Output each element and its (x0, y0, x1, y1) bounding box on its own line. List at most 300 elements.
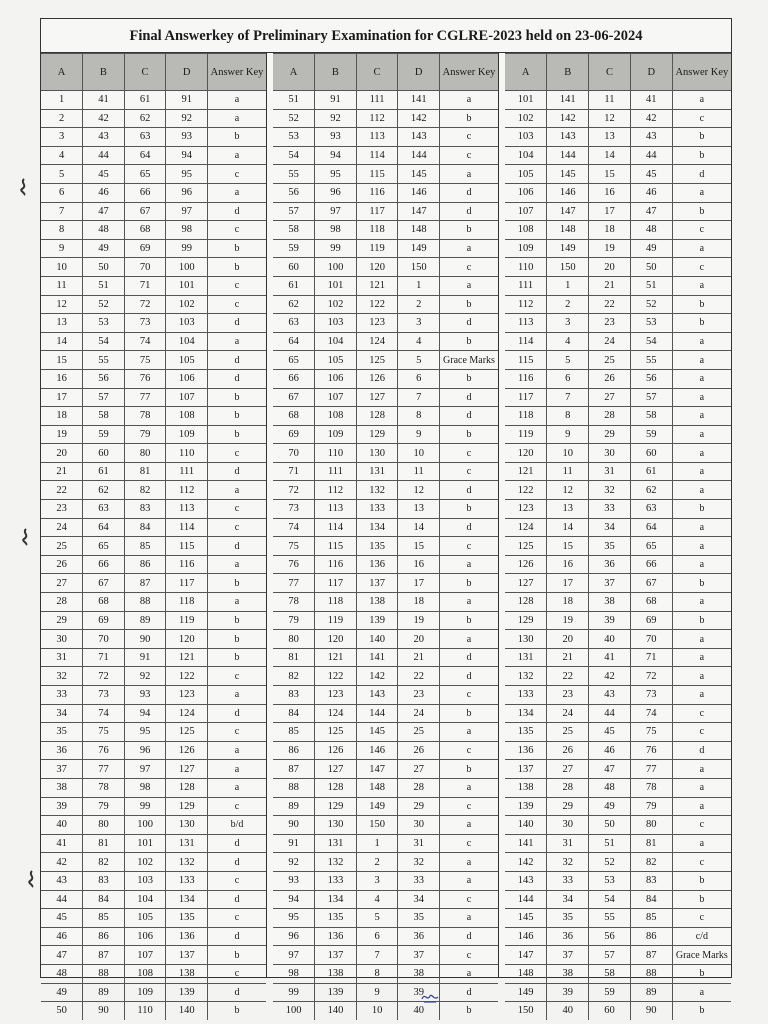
answer-cell: c (208, 797, 267, 816)
question-number-cell: 77 (124, 388, 166, 407)
question-number-cell: 49 (589, 797, 631, 816)
question-number-cell: 110 (166, 444, 208, 463)
question-number-cell: 96 (124, 741, 166, 760)
question-number-cell: 37 (547, 946, 589, 965)
table-row (273, 295, 498, 314)
question-number-cell: 31 (589, 462, 631, 481)
question-number-cell: 142 (398, 109, 440, 128)
question-number-cell: 73 (83, 686, 125, 705)
question-number-cell: 23 (398, 686, 440, 705)
page-title: Final Answerkey of Preliminary Examination for CGLRE-2023 held on 23-06-2024 (41, 19, 731, 53)
answer-cell: d (208, 704, 267, 723)
question-number-cell: 43 (589, 686, 631, 705)
question-number-cell: 79 (273, 611, 315, 630)
answer-cell: a (672, 760, 731, 779)
question-number-cell: 13 (398, 500, 440, 519)
answer-cell: b (440, 295, 499, 314)
question-number-cell: 129 (315, 797, 357, 816)
question-number-cell: 56 (83, 369, 125, 388)
question-number-cell: 106 (505, 183, 547, 202)
question-number-cell: 86 (124, 555, 166, 574)
question-number-cell: 78 (630, 778, 672, 797)
question-number-cell: 3 (356, 871, 398, 890)
question-number-cell: 96 (315, 183, 357, 202)
question-number-cell: 55 (83, 351, 125, 370)
question-number-cell: 14 (589, 146, 631, 165)
table-row (41, 686, 266, 705)
question-number-cell: 48 (41, 964, 83, 983)
table-row (41, 314, 266, 333)
answer-cell: a (208, 332, 267, 351)
question-number-cell: 86 (273, 741, 315, 760)
question-number-cell: 84 (630, 890, 672, 909)
question-number-cell: 81 (83, 834, 125, 853)
table-row (505, 1002, 731, 1020)
question-number-cell: 24 (547, 704, 589, 723)
question-number-cell: 22 (589, 295, 631, 314)
question-number-cell: 58 (273, 221, 315, 240)
table-row (41, 276, 266, 295)
table-row (41, 165, 266, 184)
question-number-cell: 101 (166, 276, 208, 295)
answer-cell: a (440, 91, 499, 110)
answer-cell: a (672, 593, 731, 612)
question-number-cell: 93 (273, 871, 315, 890)
question-number-cell: 146 (505, 927, 547, 946)
question-number-cell: 101 (315, 276, 357, 295)
question-number-cell: 87 (273, 760, 315, 779)
question-number-cell: 59 (630, 425, 672, 444)
question-number-cell: 27 (41, 574, 83, 593)
table-row (41, 778, 266, 797)
question-number-cell: 31 (41, 648, 83, 667)
question-number-cell: 143 (398, 128, 440, 147)
table-row (273, 165, 498, 184)
question-number-cell: 134 (315, 890, 357, 909)
question-number-cell: 87 (124, 574, 166, 593)
question-number-cell: 113 (505, 314, 547, 333)
question-number-cell: 128 (315, 778, 357, 797)
answer-cell: b (208, 630, 267, 649)
question-number-cell: 114 (505, 332, 547, 351)
question-number-cell: 144 (398, 146, 440, 165)
question-number-cell: 35 (398, 909, 440, 928)
question-number-cell: 150 (547, 258, 589, 277)
table-row (41, 797, 266, 816)
answer-cell: a (672, 388, 731, 407)
answer-key-header: Answer Key (440, 54, 499, 91)
question-number-cell: 26 (547, 741, 589, 760)
question-number-cell: 22 (398, 667, 440, 686)
table-row (41, 425, 266, 444)
table-row (273, 314, 498, 333)
question-number-cell: 62 (273, 295, 315, 314)
question-number-cell: 61 (83, 462, 125, 481)
answer-cell: b (672, 964, 731, 983)
set-header: C (356, 54, 398, 91)
question-number-cell: 146 (398, 183, 440, 202)
question-number-cell: 98 (315, 221, 357, 240)
question-number-cell: 106 (124, 927, 166, 946)
question-number-cell: 6 (356, 927, 398, 946)
answer-cell: a (208, 741, 267, 760)
question-number-cell: 94 (124, 704, 166, 723)
answer-block-1 (41, 53, 267, 1017)
question-number-cell: 65 (83, 537, 125, 556)
question-number-cell: 118 (356, 221, 398, 240)
question-number-cell: 43 (41, 871, 83, 890)
question-number-cell: 23 (41, 500, 83, 519)
question-number-cell: 51 (589, 834, 631, 853)
answer-cell: a (440, 871, 499, 890)
question-number-cell: 23 (547, 686, 589, 705)
table-row (273, 741, 498, 760)
table-row (41, 741, 266, 760)
answer-cell: a (672, 630, 731, 649)
table-row (41, 146, 266, 165)
question-number-cell: 122 (315, 667, 357, 686)
answer-cell: b (208, 258, 267, 277)
question-number-cell: 105 (505, 165, 547, 184)
question-number-cell: 83 (273, 686, 315, 705)
question-number-cell: 141 (505, 834, 547, 853)
question-number-cell: 52 (83, 295, 125, 314)
question-number-cell: 117 (505, 388, 547, 407)
question-number-cell: 57 (273, 202, 315, 221)
table-row (273, 500, 498, 519)
question-number-cell: 72 (630, 667, 672, 686)
question-number-cell: 81 (630, 834, 672, 853)
question-number-cell: 118 (505, 407, 547, 426)
question-number-cell: 19 (41, 425, 83, 444)
answer-cell: a (208, 183, 267, 202)
answer-cell: d (440, 648, 499, 667)
question-number-cell: 75 (83, 723, 125, 742)
question-number-cell: 132 (356, 481, 398, 500)
table-row (273, 983, 498, 1002)
question-number-cell: 102 (166, 295, 208, 314)
question-number-cell: 5 (41, 165, 83, 184)
answer-cell: a (672, 276, 731, 295)
question-number-cell: 11 (589, 91, 631, 110)
table-row (41, 444, 266, 463)
answer-cell: a (672, 462, 731, 481)
table-row (505, 91, 731, 110)
table-row (505, 946, 731, 965)
question-number-cell: 35 (589, 537, 631, 556)
table-row (41, 630, 266, 649)
question-number-cell: 43 (83, 128, 125, 147)
table-row (505, 109, 731, 128)
question-number-cell: 47 (83, 202, 125, 221)
question-number-cell: 12 (547, 481, 589, 500)
question-number-cell: 52 (630, 295, 672, 314)
question-number-cell: 31 (547, 834, 589, 853)
question-number-cell: 127 (505, 574, 547, 593)
question-number-cell: 44 (589, 704, 631, 723)
question-number-cell: 123 (166, 686, 208, 705)
table-header-row (41, 54, 266, 91)
table-row (273, 1002, 498, 1020)
question-number-cell: 123 (505, 500, 547, 519)
question-number-cell: 135 (356, 537, 398, 556)
question-number-cell: 79 (124, 425, 166, 444)
answer-cell: d (208, 890, 267, 909)
question-number-cell: 42 (41, 853, 83, 872)
question-number-cell: 149 (547, 239, 589, 258)
question-number-cell: 45 (83, 165, 125, 184)
question-number-cell: 120 (315, 630, 357, 649)
question-number-cell: 97 (273, 946, 315, 965)
question-number-cell: 127 (356, 388, 398, 407)
question-number-cell: 115 (315, 537, 357, 556)
set-header: B (547, 54, 589, 91)
answer-cell: a (440, 555, 499, 574)
question-number-cell: 31 (398, 834, 440, 853)
question-number-cell: 140 (356, 630, 398, 649)
question-number-cell: 141 (356, 648, 398, 667)
question-number-cell: 114 (166, 518, 208, 537)
question-number-cell: 74 (83, 704, 125, 723)
answer-cell: a (440, 909, 499, 928)
question-number-cell: 73 (273, 500, 315, 519)
answer-cell: c (672, 221, 731, 240)
table-row (273, 611, 498, 630)
question-number-cell: 99 (124, 797, 166, 816)
question-number-cell: 36 (398, 927, 440, 946)
question-number-cell: 32 (547, 853, 589, 872)
answer-cell: a (672, 91, 731, 110)
question-number-cell: 149 (398, 239, 440, 258)
question-number-cell: 26 (41, 555, 83, 574)
answer-cell: d (440, 983, 499, 1002)
question-number-cell: 80 (124, 444, 166, 463)
question-number-cell: 132 (166, 853, 208, 872)
question-number-cell: 89 (273, 797, 315, 816)
question-number-cell: 9 (547, 425, 589, 444)
question-number-cell: 93 (315, 128, 357, 147)
question-number-cell: 17 (589, 202, 631, 221)
answer-cell: b (672, 314, 731, 333)
question-number-cell: 14 (547, 518, 589, 537)
question-number-cell: 141 (398, 91, 440, 110)
answer-cell: b (208, 946, 267, 965)
question-number-cell: 88 (273, 778, 315, 797)
answer-cell: b (208, 574, 267, 593)
table-row (505, 648, 731, 667)
question-number-cell: 96 (166, 183, 208, 202)
answer-cell: a (672, 667, 731, 686)
answer-cell: a (208, 778, 267, 797)
question-number-cell: 108 (505, 221, 547, 240)
answer-cell: d (440, 183, 499, 202)
question-number-cell: 71 (630, 648, 672, 667)
question-number-cell: 33 (547, 871, 589, 890)
question-number-cell: 69 (124, 239, 166, 258)
answer-key-header: Answer Key (208, 54, 267, 91)
question-number-cell: 38 (589, 593, 631, 612)
question-number-cell: 11 (41, 276, 83, 295)
table-row (41, 239, 266, 258)
set-header: B (83, 54, 125, 91)
table-row (41, 388, 266, 407)
answer-cell: b (208, 425, 267, 444)
question-number-cell: 1 (547, 276, 589, 295)
answer-cell: c (208, 964, 267, 983)
question-number-cell: 130 (505, 630, 547, 649)
question-number-cell: 132 (315, 853, 357, 872)
question-number-cell: 95 (273, 909, 315, 928)
table-row (273, 146, 498, 165)
question-number-cell: 13 (547, 500, 589, 519)
table-row (505, 760, 731, 779)
table-row (41, 648, 266, 667)
answer-key-sheet (40, 18, 732, 1017)
question-number-cell: 147 (505, 946, 547, 965)
question-number-cell: 10 (356, 1002, 398, 1020)
answer-cell: c (440, 741, 499, 760)
question-number-cell: 126 (505, 555, 547, 574)
question-number-cell: 19 (398, 611, 440, 630)
question-number-cell: 10 (547, 444, 589, 463)
answer-cell: b (440, 760, 499, 779)
answer-cell: a (208, 481, 267, 500)
question-number-cell: 51 (83, 276, 125, 295)
table-row (505, 332, 731, 351)
question-number-cell: 46 (83, 183, 125, 202)
table-row (41, 909, 266, 928)
question-number-cell: 130 (356, 444, 398, 463)
table-row (505, 778, 731, 797)
answer-cell: a (672, 834, 731, 853)
table-row (273, 462, 498, 481)
question-number-cell: 131 (315, 834, 357, 853)
table-row (41, 853, 266, 872)
question-number-cell: 74 (273, 518, 315, 537)
answer-cell: b (208, 239, 267, 258)
question-number-cell: 124 (166, 704, 208, 723)
question-number-cell: 140 (166, 1002, 208, 1020)
table-row (505, 797, 731, 816)
table-row (41, 760, 266, 779)
answer-cell: c/d (672, 927, 731, 946)
table-row (505, 704, 731, 723)
question-number-cell: 12 (398, 481, 440, 500)
answer-cell: d (440, 667, 499, 686)
table-row (505, 221, 731, 240)
answer-cell: b (672, 146, 731, 165)
question-number-cell: 9 (356, 983, 398, 1002)
table-row (505, 239, 731, 258)
question-number-cell: 35 (547, 909, 589, 928)
question-number-cell: 56 (630, 369, 672, 388)
table-row (273, 593, 498, 612)
table-row (41, 574, 266, 593)
question-number-cell: 132 (505, 667, 547, 686)
answer-cell: a (440, 723, 499, 742)
answer-key-table (41, 53, 266, 1020)
question-number-cell: 98 (166, 221, 208, 240)
answer-cell: a (440, 853, 499, 872)
question-number-cell: 41 (589, 648, 631, 667)
table-row (273, 202, 498, 221)
question-number-cell: 113 (356, 128, 398, 147)
table-row (505, 481, 731, 500)
question-number-cell: 6 (41, 183, 83, 202)
question-number-cell: 78 (83, 778, 125, 797)
question-number-cell: 28 (547, 778, 589, 797)
question-number-cell: 34 (589, 518, 631, 537)
question-number-cell: 124 (505, 518, 547, 537)
table-row (41, 91, 266, 110)
question-number-cell: 107 (315, 388, 357, 407)
question-number-cell: 135 (505, 723, 547, 742)
question-number-cell: 23 (589, 314, 631, 333)
answer-cell: c (672, 816, 731, 835)
table-row (273, 351, 498, 370)
question-number-cell: 136 (315, 927, 357, 946)
question-number-cell: 57 (83, 388, 125, 407)
question-number-cell: 57 (589, 946, 631, 965)
question-number-cell: 107 (505, 202, 547, 221)
question-number-cell: 11 (398, 462, 440, 481)
table-row (505, 462, 731, 481)
question-number-cell: 133 (315, 871, 357, 890)
question-number-cell: 63 (124, 128, 166, 147)
question-number-cell: 3 (398, 314, 440, 333)
table-row (41, 258, 266, 277)
question-number-cell: 1 (41, 91, 83, 110)
answer-cell: b (672, 890, 731, 909)
question-number-cell: 54 (630, 332, 672, 351)
answer-cell: a (672, 351, 731, 370)
question-number-cell: 143 (547, 128, 589, 147)
question-number-cell: 18 (398, 593, 440, 612)
table-row (273, 537, 498, 556)
question-number-cell: 82 (124, 481, 166, 500)
answer-cell: d (440, 518, 499, 537)
answer-cell: a (672, 797, 731, 816)
answer-cell: c (208, 909, 267, 928)
question-number-cell: 134 (356, 518, 398, 537)
set-header: A (505, 54, 547, 91)
table-row (273, 258, 498, 277)
question-number-cell: 38 (398, 964, 440, 983)
question-number-cell: 29 (398, 797, 440, 816)
question-number-cell: 53 (83, 314, 125, 333)
answer-cell: c (440, 890, 499, 909)
answer-cell: b (672, 574, 731, 593)
answer-cell: b (672, 202, 731, 221)
question-number-cell: 48 (630, 221, 672, 240)
question-number-cell: 100 (124, 816, 166, 835)
table-row (41, 983, 266, 1002)
table-row (505, 723, 731, 742)
table-row (41, 500, 266, 519)
question-number-cell: 72 (83, 667, 125, 686)
question-number-cell: 85 (124, 537, 166, 556)
question-number-cell: 20 (398, 630, 440, 649)
question-number-cell: 80 (83, 816, 125, 835)
question-number-cell: 17 (547, 574, 589, 593)
question-number-cell: 16 (547, 555, 589, 574)
table-row (273, 388, 498, 407)
answer-cell: a (208, 686, 267, 705)
question-number-cell: 124 (356, 332, 398, 351)
answer-cell: a (440, 165, 499, 184)
question-number-cell: 145 (505, 909, 547, 928)
question-number-cell: 146 (547, 183, 589, 202)
